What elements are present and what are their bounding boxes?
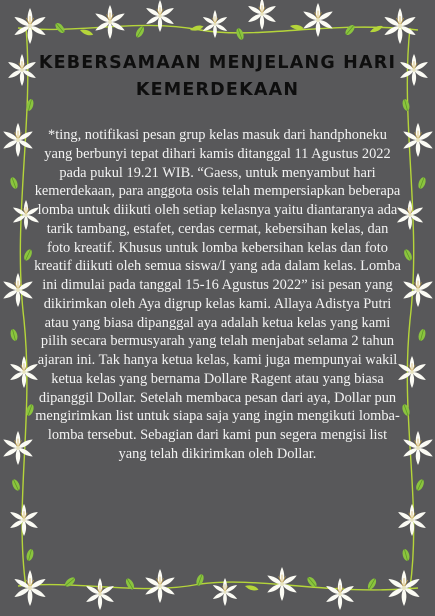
story-body — [34, 126, 401, 464]
story-paragraph: *ting, notifikasi pesan grup kelas masuk dari handphoneku yang berbunyi tepat dihari kamis ditanggal 11 Agustus 2022 pada pukul 19.21 WIB. “Gaess, untuk menyambut hari kemerdekaan, para anggota osis telah mempersiapkan beberapa lomba untuk diikuti oleh setiap kelasnya yaitu diantaranya ada tarik tambang, estafet, cerdas cermat, kebersihan kelas, dan foto kreatif. Khusus untuk lomba kebersihan kelas dan foto kreatif diikuti oleh semua siswa/I yang ada dalam kelas. Lomba ini dimulai pada tanggal 15-16 Agustus 2022” isi pesan yang dikirimkan oleh Aya digrup kelas kami. Allaya Adistya Putri atau yang biasa dipanggal aya adalah ketua kelas yang kami pilih secara bermusyarah yang telah menjabat selama 2 tahun ajaran ini. Tak hanya ketua kelas, kami juga mempunyai wakil ketua kelas yang bernama Dollare Ragent atau yang biasa dipanggil Dollar. Setelah membaca pesan dari aya, Dollar pun mengirimkan list untuk siapa saja yang ingin mengikuti lomba-lomba tersebut. Sebagian dari kami pun segera mengisi list yang telah dikirimkan oleh Dollar. — [34, 127, 401, 462]
page-title: KEBERSAMAAN MENJELANG HARI KEMERDEKAAN — [38, 53, 397, 100]
